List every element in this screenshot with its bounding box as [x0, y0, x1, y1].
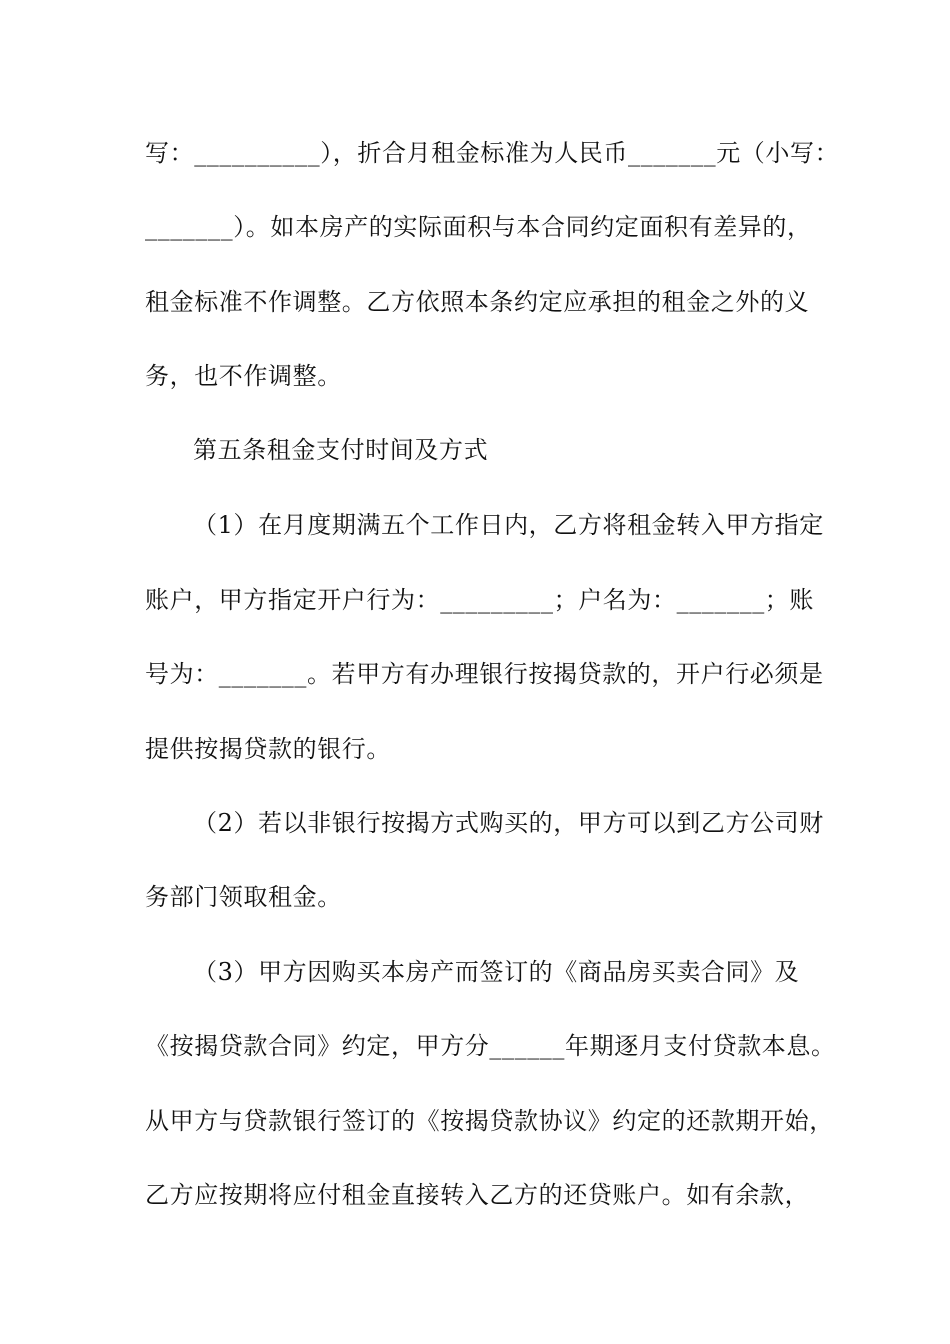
- text-line: 《按揭贷款合同》约定，甲方分______年期逐月支付贷款本息。: [145, 1032, 836, 1060]
- section-heading: 第五条租金支付时间及方式: [193, 436, 489, 464]
- text-line: （2）若以非银行按揭方式购买的，甲方可以到乙方公司财: [193, 809, 824, 837]
- text-line: 租金标准不作调整。乙方依照本条约定应承担的租金之外的义: [145, 288, 810, 316]
- text-line: 账户，甲方指定开户行为：_________；户名为：_______；账: [145, 586, 814, 614]
- text-line: 提供按揭贷款的银行。: [145, 735, 391, 763]
- text-line: 号为：_______。若甲方有办理银行按揭贷款的，开户行必须是: [145, 660, 824, 688]
- text-line: _______）。如本房产的实际面积与本合同约定面积有差异的，: [145, 213, 812, 241]
- text-line: 务部门领取租金。: [145, 883, 342, 911]
- text-line: （1）在月度期满五个工作日内，乙方将租金转入甲方指定: [193, 511, 824, 539]
- text-line: 写：__________），折合月租金标准为人民币_______元（小写：: [145, 139, 840, 167]
- text-line: （3）甲方因购买本房产而签订的《商品房买卖合同》及: [193, 958, 800, 986]
- text-line: 乙方应按期将应付租金直接转入乙方的还贷账户。如有余款，: [145, 1181, 810, 1209]
- text-line: 从甲方与贷款银行签订的《按揭贷款协议》约定的还款期开始，: [145, 1107, 834, 1135]
- text-line: 务，也不作调整。: [145, 362, 342, 390]
